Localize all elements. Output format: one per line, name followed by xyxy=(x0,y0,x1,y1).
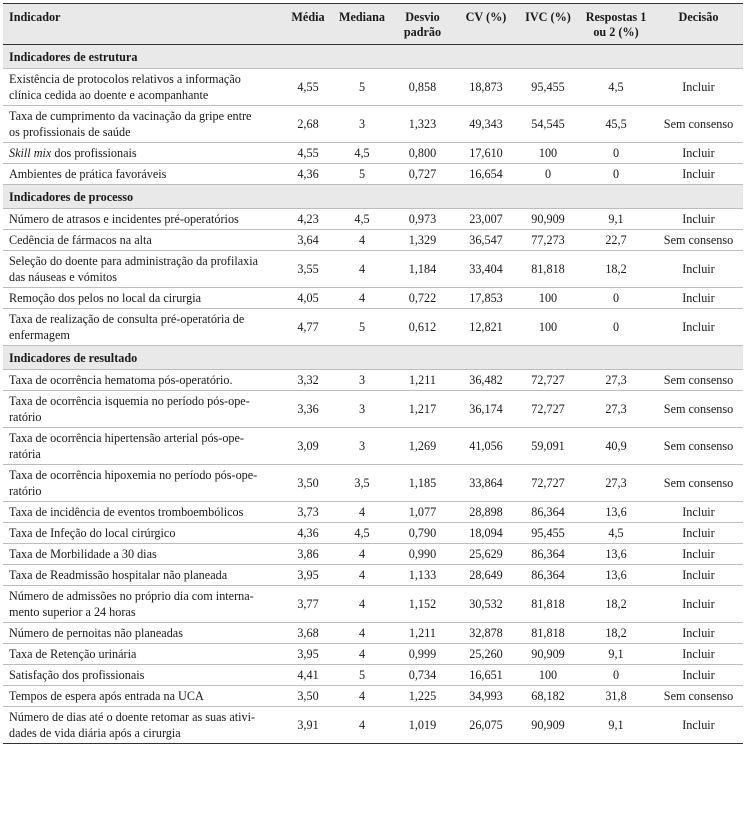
indicator-italic-text: Skill mix xyxy=(9,146,52,160)
media-cell: 3,86 xyxy=(283,544,333,565)
indicator-text: dades de vida diária após a cirurgia xyxy=(9,726,181,740)
mediana-cell: 4 xyxy=(333,686,391,707)
desvio-padrao-cell: 0,722 xyxy=(391,288,454,309)
decisao-cell: Incluir xyxy=(654,586,743,623)
cv-cell: 36,174 xyxy=(454,391,518,428)
indicator-text: clínica cedida ao doente e acompanhante xyxy=(9,88,209,102)
indicator-text: Número de admissões no próprio dia com interna- xyxy=(9,589,254,603)
respostas-cell: 27,3 xyxy=(578,370,654,391)
cv-cell: 49,343 xyxy=(454,106,518,143)
table-row xyxy=(3,391,743,428)
media-cell: 4,36 xyxy=(283,164,333,185)
indicator-cell xyxy=(3,370,283,391)
indicator-cell xyxy=(3,251,283,288)
respostas-cell: 4,5 xyxy=(578,523,654,544)
desvio-padrao-cell: 1,225 xyxy=(391,686,454,707)
table-row xyxy=(3,106,743,143)
indicator-cell xyxy=(3,209,283,230)
indicator-text: Número de pernoitas não planeadas xyxy=(9,626,183,640)
indicator-cell xyxy=(3,230,283,251)
table-row xyxy=(3,370,743,391)
header-cv: CV (%) xyxy=(454,4,518,45)
ivc-cell: 100 xyxy=(518,309,578,346)
media-cell: 3,64 xyxy=(283,230,333,251)
indicator-text: Taxa de Retenção urinária xyxy=(9,647,137,661)
indicator-text: Taxa de ocorrência hipertensão arterial pós-ope- xyxy=(9,431,244,445)
header-mediana: Mediana xyxy=(333,4,391,45)
mediana-cell: 3 xyxy=(333,370,391,391)
header-respostas: Respostas 1 ou 2 (%) xyxy=(578,4,654,45)
indicator-cell xyxy=(3,686,283,707)
table-row xyxy=(3,502,743,523)
mediana-cell: 4 xyxy=(333,623,391,644)
respostas-cell: 9,1 xyxy=(578,707,654,744)
indicator-cell xyxy=(3,565,283,586)
media-cell: 3,09 xyxy=(283,428,333,465)
media-cell: 4,36 xyxy=(283,523,333,544)
decisao-cell: Sem consenso xyxy=(654,465,743,502)
media-cell: 3,73 xyxy=(283,502,333,523)
ivc-cell: 90,909 xyxy=(518,707,578,744)
ivc-cell: 81,818 xyxy=(518,251,578,288)
media-cell: 4,77 xyxy=(283,309,333,346)
media-cell: 4,55 xyxy=(283,69,333,106)
decisao-cell: Sem consenso xyxy=(654,230,743,251)
header-desvio-padrao: Desvio padrão xyxy=(391,4,454,45)
ivc-cell: 86,364 xyxy=(518,544,578,565)
respostas-cell: 0 xyxy=(578,164,654,185)
decisao-cell: Sem consenso xyxy=(654,106,743,143)
indicator-cell xyxy=(3,665,283,686)
cv-cell: 36,547 xyxy=(454,230,518,251)
desvio-padrao-cell: 1,133 xyxy=(391,565,454,586)
table-row xyxy=(3,209,743,230)
indicator-text: Cedência de fármacos na alta xyxy=(9,233,152,247)
cv-cell: 25,629 xyxy=(454,544,518,565)
respostas-cell: 18,2 xyxy=(578,623,654,644)
mediana-cell: 3 xyxy=(333,106,391,143)
mediana-cell: 4,5 xyxy=(333,523,391,544)
ivc-cell: 90,909 xyxy=(518,209,578,230)
indicator-text: das náuseas e vómitos xyxy=(9,270,117,284)
media-cell: 3,77 xyxy=(283,586,333,623)
table-row xyxy=(3,164,743,185)
desvio-padrao-cell: 0,999 xyxy=(391,644,454,665)
mediana-cell: 4 xyxy=(333,544,391,565)
respostas-cell: 27,3 xyxy=(578,391,654,428)
indicator-cell xyxy=(3,644,283,665)
table-row xyxy=(3,288,743,309)
decisao-cell: Sem consenso xyxy=(654,391,743,428)
table-row xyxy=(3,69,743,106)
mediana-cell: 4,5 xyxy=(333,143,391,164)
decisao-cell: Incluir xyxy=(654,502,743,523)
decisao-cell: Incluir xyxy=(654,665,743,686)
indicator-cell xyxy=(3,106,283,143)
cv-cell: 32,878 xyxy=(454,623,518,644)
cv-cell: 23,007 xyxy=(454,209,518,230)
table-row xyxy=(3,465,743,502)
decisao-cell: Incluir xyxy=(654,309,743,346)
respostas-cell: 31,8 xyxy=(578,686,654,707)
mediana-cell: 5 xyxy=(333,665,391,686)
indicator-cell xyxy=(3,544,283,565)
table-row xyxy=(3,544,743,565)
desvio-padrao-cell: 0,800 xyxy=(391,143,454,164)
ivc-cell: 90,909 xyxy=(518,644,578,665)
mediana-cell: 4 xyxy=(333,644,391,665)
desvio-padrao-cell: 0,990 xyxy=(391,544,454,565)
decisao-cell: Incluir xyxy=(654,523,743,544)
mediana-cell: 3,5 xyxy=(333,465,391,502)
ivc-cell: 86,364 xyxy=(518,502,578,523)
ivc-cell: 95,455 xyxy=(518,69,578,106)
indicator-cell xyxy=(3,465,283,502)
indicator-text: Tempos de espera após entrada na UCA xyxy=(9,689,204,703)
respostas-cell: 22,7 xyxy=(578,230,654,251)
desvio-padrao-cell: 1,077 xyxy=(391,502,454,523)
desvio-padrao-cell: 1,152 xyxy=(391,586,454,623)
respostas-cell: 4,5 xyxy=(578,69,654,106)
ivc-cell: 68,182 xyxy=(518,686,578,707)
desvio-padrao-cell: 0,612 xyxy=(391,309,454,346)
cv-cell: 17,853 xyxy=(454,288,518,309)
decisao-cell: Incluir xyxy=(654,644,743,665)
cv-cell: 33,404 xyxy=(454,251,518,288)
header-decisao: Decisão xyxy=(654,4,743,45)
respostas-cell: 0 xyxy=(578,665,654,686)
indicator-cell xyxy=(3,428,283,465)
respostas-cell: 0 xyxy=(578,288,654,309)
indicators-table xyxy=(3,3,743,744)
indicator-text: enfermagem xyxy=(9,328,70,342)
desvio-padrao-cell: 1,185 xyxy=(391,465,454,502)
indicator-text: Taxa de ocorrência isquemia no período pós-ope- xyxy=(9,394,250,408)
desvio-padrao-cell: 0,973 xyxy=(391,209,454,230)
table-row xyxy=(3,251,743,288)
indicator-text: Taxa de ocorrência hematoma pós-operatório. xyxy=(9,373,233,387)
desvio-padrao-cell: 1,217 xyxy=(391,391,454,428)
indicator-text: Número de dias até o doente retomar as suas ativi- xyxy=(9,710,256,724)
header-media: Média xyxy=(283,4,333,45)
desvio-padrao-cell: 0,734 xyxy=(391,665,454,686)
indicator-text: Ambientes de prática favoráveis xyxy=(9,167,167,181)
decisao-cell: Sem consenso xyxy=(654,370,743,391)
cv-cell: 12,821 xyxy=(454,309,518,346)
indicator-text: Existência de protocolos relativos a informação xyxy=(9,72,241,86)
ivc-cell: 72,727 xyxy=(518,370,578,391)
media-cell: 3,95 xyxy=(283,565,333,586)
mediana-cell: 4,5 xyxy=(333,209,391,230)
ivc-cell: 81,818 xyxy=(518,623,578,644)
cv-cell: 18,873 xyxy=(454,69,518,106)
cv-cell: 25,260 xyxy=(454,644,518,665)
desvio-padrao-cell: 0,858 xyxy=(391,69,454,106)
cv-cell: 41,056 xyxy=(454,428,518,465)
decisao-cell: Incluir xyxy=(654,288,743,309)
media-cell: 3,91 xyxy=(283,707,333,744)
decisao-cell: Incluir xyxy=(654,544,743,565)
respostas-cell: 0 xyxy=(578,309,654,346)
respostas-cell: 18,2 xyxy=(578,251,654,288)
desvio-padrao-cell: 0,727 xyxy=(391,164,454,185)
indicator-text: Taxa de cumprimento da vacinação da gripe entre xyxy=(9,109,252,123)
table-row xyxy=(3,686,743,707)
mediana-cell: 4 xyxy=(333,586,391,623)
media-cell: 4,05 xyxy=(283,288,333,309)
desvio-padrao-cell: 0,790 xyxy=(391,523,454,544)
desvio-padrao-cell: 1,269 xyxy=(391,428,454,465)
decisao-cell: Incluir xyxy=(654,164,743,185)
desvio-padrao-cell: 1,184 xyxy=(391,251,454,288)
desvio-padrao-cell: 1,211 xyxy=(391,623,454,644)
cv-cell: 34,993 xyxy=(454,686,518,707)
decisao-cell: Incluir xyxy=(654,623,743,644)
desvio-padrao-cell: 1,019 xyxy=(391,707,454,744)
indicator-text: Taxa de Readmissão hospitalar não planeada xyxy=(9,568,228,582)
indicator-cell xyxy=(3,502,283,523)
indicator-cell xyxy=(3,143,283,164)
media-cell: 3,50 xyxy=(283,465,333,502)
mediana-cell: 5 xyxy=(333,164,391,185)
cv-cell: 36,482 xyxy=(454,370,518,391)
mediana-cell: 4 xyxy=(333,565,391,586)
decisao-cell: Incluir xyxy=(654,209,743,230)
mediana-cell: 4 xyxy=(333,230,391,251)
mediana-cell: 5 xyxy=(333,309,391,346)
decisao-cell: Incluir xyxy=(654,707,743,744)
mediana-cell: 4 xyxy=(333,502,391,523)
indicator-cell xyxy=(3,623,283,644)
desvio-padrao-cell: 1,329 xyxy=(391,230,454,251)
ivc-cell: 81,818 xyxy=(518,586,578,623)
indicator-cell xyxy=(3,288,283,309)
media-cell: 3,36 xyxy=(283,391,333,428)
ivc-cell: 72,727 xyxy=(518,391,578,428)
indicator-text: Seleção do doente para administração da profilaxia xyxy=(9,254,259,268)
media-cell: 4,23 xyxy=(283,209,333,230)
indicator-text: Remoção dos pelos no local da cirurgia xyxy=(9,291,202,305)
cv-cell: 17,610 xyxy=(454,143,518,164)
ivc-cell: 100 xyxy=(518,143,578,164)
section-title: Indicadores de processo xyxy=(3,185,743,209)
header-ivc: IVC (%) xyxy=(518,4,578,45)
table-row xyxy=(3,586,743,623)
cv-cell: 28,898 xyxy=(454,502,518,523)
decisao-cell: Incluir xyxy=(654,69,743,106)
ivc-cell: 0 xyxy=(518,164,578,185)
ivc-cell: 95,455 xyxy=(518,523,578,544)
mediana-cell: 3 xyxy=(333,391,391,428)
cv-cell: 18,094 xyxy=(454,523,518,544)
ivc-cell: 77,273 xyxy=(518,230,578,251)
table-row xyxy=(3,707,743,744)
indicator-text: Taxa de Morbilidade a 30 dias xyxy=(9,547,157,561)
table-row xyxy=(3,143,743,164)
cv-cell: 28,649 xyxy=(454,565,518,586)
indicator-cell xyxy=(3,69,283,106)
media-cell: 2,68 xyxy=(283,106,333,143)
table-row xyxy=(3,565,743,586)
indicator-text: Taxa de Infeção do local cirúrgico xyxy=(9,526,176,540)
decisao-cell: Incluir xyxy=(654,565,743,586)
decisao-cell: Sem consenso xyxy=(654,686,743,707)
respostas-cell: 13,6 xyxy=(578,544,654,565)
ivc-cell: 100 xyxy=(518,665,578,686)
indicator-cell xyxy=(3,707,283,744)
media-cell: 3,68 xyxy=(283,623,333,644)
mediana-cell: 4 xyxy=(333,288,391,309)
respostas-cell: 45,5 xyxy=(578,106,654,143)
indicator-cell xyxy=(3,523,283,544)
decisao-cell: Incluir xyxy=(654,251,743,288)
indicator-text: mento superior a 24 horas xyxy=(9,605,136,619)
table-row xyxy=(3,309,743,346)
header-indicador: Indicador xyxy=(3,4,283,45)
ivc-cell: 100 xyxy=(518,288,578,309)
media-cell: 3,95 xyxy=(283,644,333,665)
indicator-text: Satisfação dos profissionais xyxy=(9,668,145,682)
indicator-text: os profissionais de saúde xyxy=(9,125,131,139)
indicator-text: Taxa de ocorrência hipoxemia no período pós-ope- xyxy=(9,468,258,482)
indicator-cell xyxy=(3,391,283,428)
section-header-row xyxy=(3,185,743,209)
mediana-cell: 3 xyxy=(333,428,391,465)
section-header-row xyxy=(3,45,743,69)
ivc-cell: 54,545 xyxy=(518,106,578,143)
section-header-row xyxy=(3,346,743,370)
indicator-cell xyxy=(3,586,283,623)
decisao-cell: Sem consenso xyxy=(654,428,743,465)
media-cell: 4,55 xyxy=(283,143,333,164)
cv-cell: 33,864 xyxy=(454,465,518,502)
cv-cell: 26,075 xyxy=(454,707,518,744)
respostas-cell: 9,1 xyxy=(578,209,654,230)
mediana-cell: 4 xyxy=(333,707,391,744)
indicator-cell xyxy=(3,164,283,185)
indicator-text: ratório xyxy=(9,484,42,498)
mediana-cell: 4 xyxy=(333,251,391,288)
indicator-text: ratória xyxy=(9,447,41,461)
indicator-text: dos profissionais xyxy=(51,146,137,160)
decisao-cell: Incluir xyxy=(654,143,743,164)
respostas-cell: 18,2 xyxy=(578,586,654,623)
cv-cell: 30,532 xyxy=(454,586,518,623)
section-title: Indicadores de estrutura xyxy=(3,45,743,69)
section-title: Indicadores de resultado xyxy=(3,346,743,370)
respostas-cell: 9,1 xyxy=(578,644,654,665)
table-row xyxy=(3,523,743,544)
indicator-text: Taxa de realização de consulta pré-operatória de xyxy=(9,312,245,326)
table-row xyxy=(3,623,743,644)
media-cell: 3,32 xyxy=(283,370,333,391)
respostas-cell: 0 xyxy=(578,143,654,164)
header-row xyxy=(3,4,743,45)
respostas-cell: 13,6 xyxy=(578,565,654,586)
desvio-padrao-cell: 1,211 xyxy=(391,370,454,391)
respostas-cell: 27,3 xyxy=(578,465,654,502)
respostas-cell: 13,6 xyxy=(578,502,654,523)
indicator-text: ratório xyxy=(9,410,42,424)
respostas-cell: 40,9 xyxy=(578,428,654,465)
table-row xyxy=(3,644,743,665)
media-cell: 4,41 xyxy=(283,665,333,686)
indicator-cell xyxy=(3,309,283,346)
media-cell: 3,50 xyxy=(283,686,333,707)
desvio-padrao-cell: 1,323 xyxy=(391,106,454,143)
table-row xyxy=(3,428,743,465)
media-cell: 3,55 xyxy=(283,251,333,288)
mediana-cell: 5 xyxy=(333,69,391,106)
cv-cell: 16,654 xyxy=(454,164,518,185)
indicator-text: Taxa de incidência de eventos tromboembólicos xyxy=(9,505,244,519)
indicator-text: Número de atrasos e incidentes pré-operatórios xyxy=(9,212,239,226)
ivc-cell: 86,364 xyxy=(518,565,578,586)
cv-cell: 16,651 xyxy=(454,665,518,686)
table-row xyxy=(3,230,743,251)
ivc-cell: 59,091 xyxy=(518,428,578,465)
table-row xyxy=(3,665,743,686)
ivc-cell: 72,727 xyxy=(518,465,578,502)
